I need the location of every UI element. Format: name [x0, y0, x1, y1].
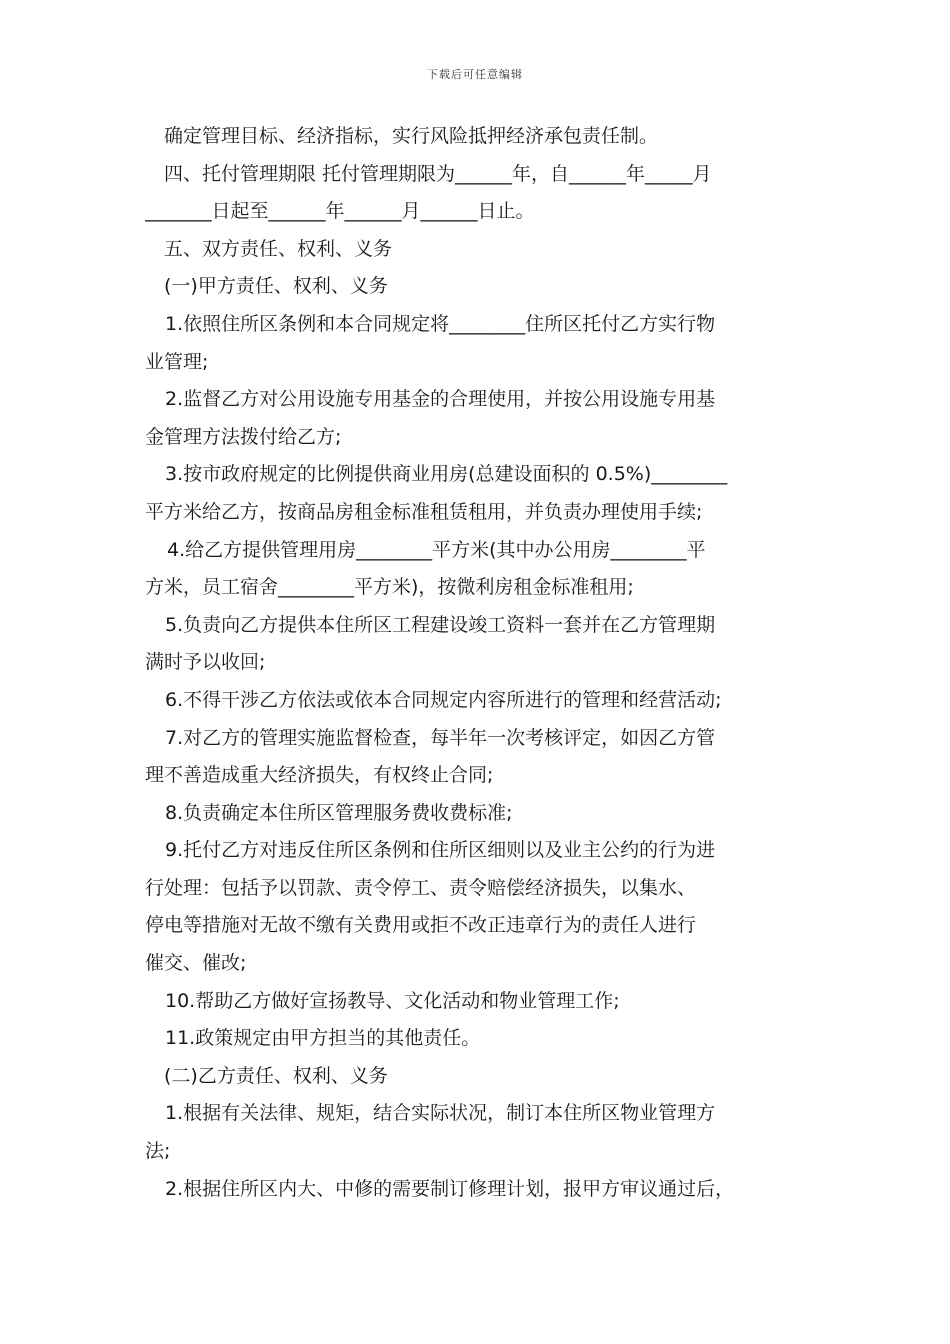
- text-line: 1.根据有关法律、规矩，结合实际状况，制订本住所区物业管理方: [165, 1102, 716, 1125]
- text-line: 5.负责向乙方提供本住所区工程建设竣工资料一套并在乙方管理期: [165, 613, 716, 636]
- text-line: 行处理：包括予以罚款、责令停工、责令赔偿经济损失，以集水、: [145, 876, 697, 899]
- text-line: 平方米给乙方，按商品房租金标准租赁租用，并负责办理使用手续;: [145, 500, 703, 523]
- text-line: 10.帮助乙方做好宣扬教导、文化活动和物业管理工作;: [165, 989, 620, 1012]
- text-line: 四、托付管理期限 托付管理期限为______年，自______年_____月: [164, 162, 712, 185]
- text-line: 2.根据住所区内大、中修的需要制订修理计划，报甲方审议通过后，: [165, 1177, 735, 1200]
- text-line: 催交、催改;: [145, 952, 247, 975]
- text-line: _______日起至______年______月______日止。: [145, 200, 535, 223]
- text-line: 理不善造成重大经济损失，有权终止合同;: [145, 764, 494, 787]
- text-line: 9.托付乙方对违反住所区条例和住所区细则以及业主公约的行为进: [165, 839, 716, 862]
- subsection-heading: (一)甲方责任、权利、义务: [164, 275, 388, 298]
- text-line: 11.政策规定由甲方担当的其他责任。: [165, 1027, 481, 1050]
- text-line: 业管理;: [145, 350, 209, 373]
- section-heading: 五、双方责任、权利、义务: [164, 237, 393, 260]
- text-line: 8.负责确定本住所区管理服务费收费标准;: [165, 801, 513, 824]
- text-line: 3.按市政府规定的比例提供商业用房(总建设面积的 0.5%)________: [165, 463, 728, 486]
- contract-body: [145, 118, 813, 1208]
- text-line: 2.监督乙方对公用设施专用基金的合理使用，并按公用设施专用基: [165, 388, 716, 411]
- text-line: 6.不得干涉乙方依法或依本合同规定内容所进行的管理和经营活动;: [165, 688, 722, 711]
- text-line: 满时予以收回;: [145, 651, 266, 674]
- text-line: 方米，员工宿舍________平方米)，按微利房租金标准租用;: [145, 576, 634, 599]
- page-header-note: 下载后可任意编辑: [427, 68, 523, 81]
- subsection-heading: (二)乙方责任、权利、义务: [164, 1064, 388, 1087]
- text-line: 确定管理目标、经济指标，实行风险抵押经济承包责任制。: [164, 125, 659, 147]
- text-line: 1.依照住所区条例和本合同规定将________住所区托付乙方实行物: [165, 312, 716, 335]
- text-line: 停电等措施对无故不缴有关费用或拒不改正违章行为的责任人进行: [145, 914, 697, 937]
- text-line: 7.对乙方的管理实施监督检查，每半年一次考核评定，如因乙方管: [165, 726, 716, 749]
- text-line: 法;: [145, 1140, 171, 1163]
- text-line: 4.给乙方提供管理用房________平方米(其中办公用房________平: [167, 538, 706, 561]
- text-line: 金管理方法拨付给乙方;: [145, 425, 342, 448]
